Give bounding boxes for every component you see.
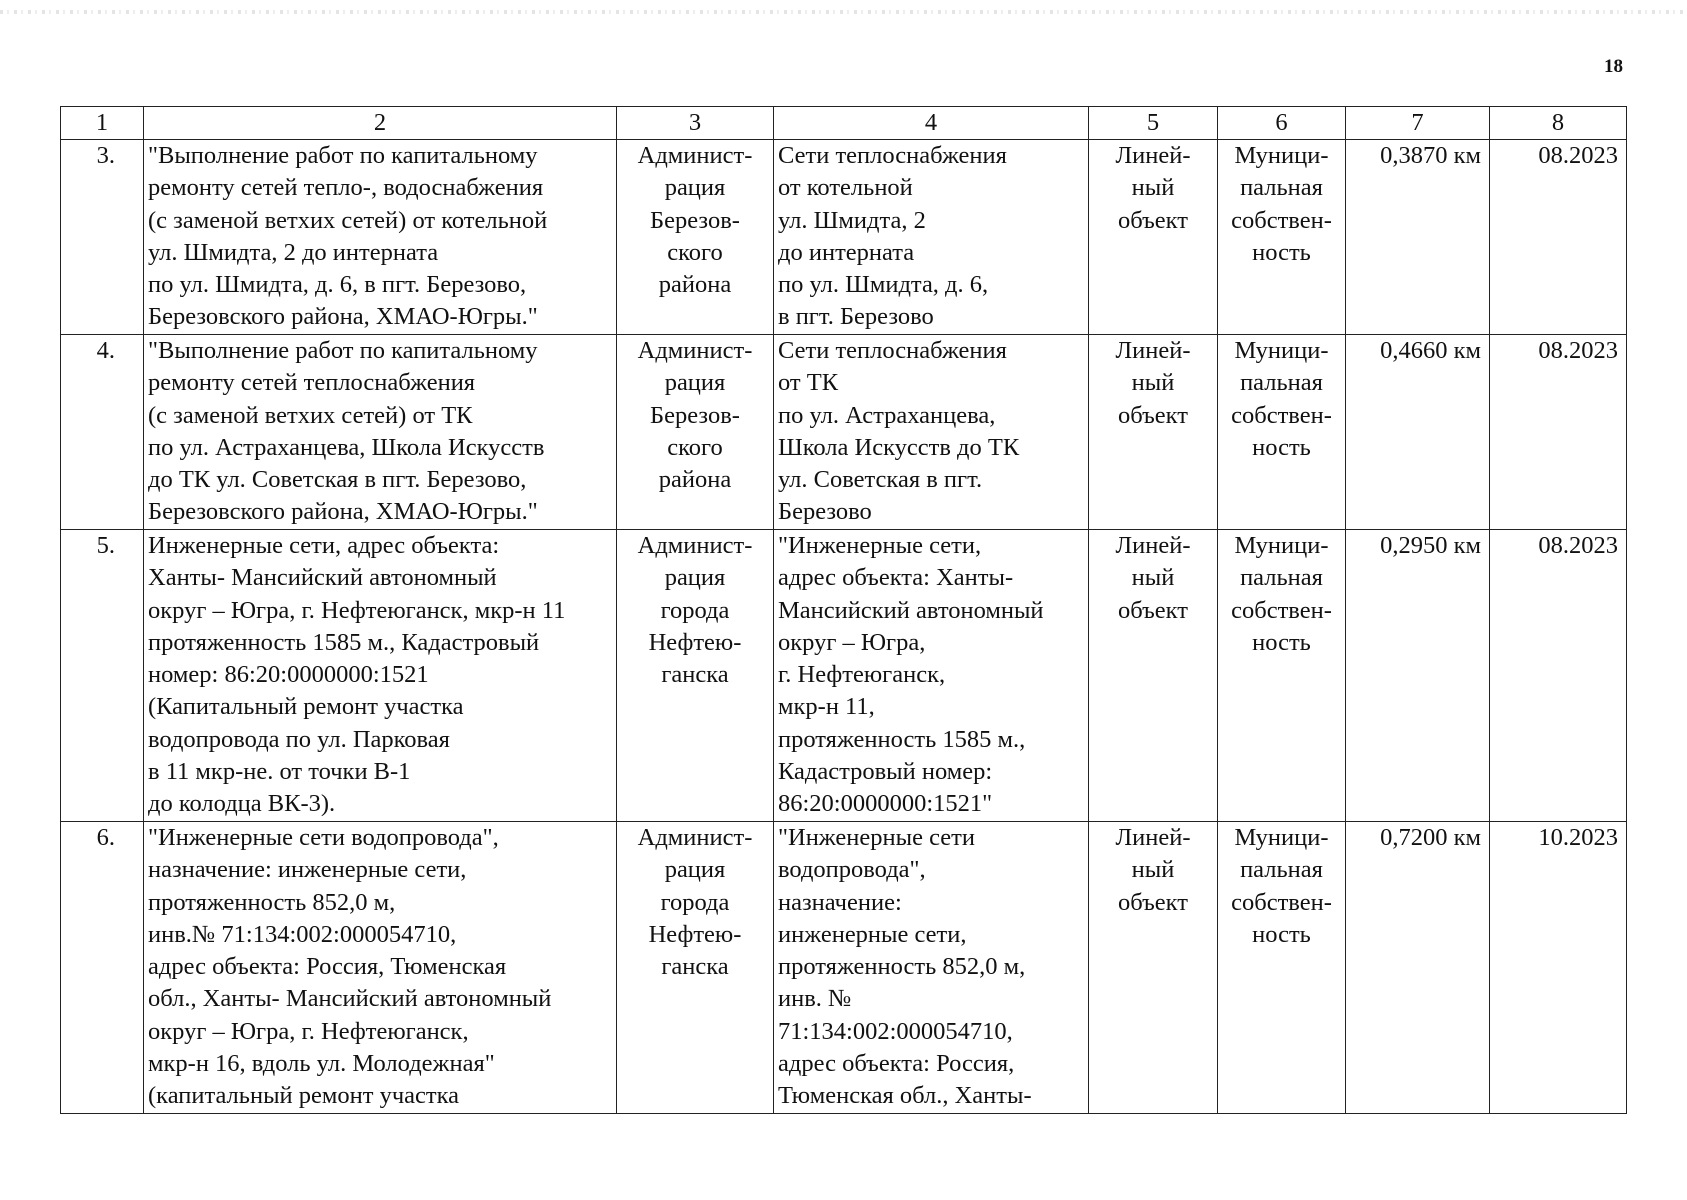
work-title: "Выполнение работ по капитальному ремонту сетей теплоснабжения (с заменой ветхих сетей) от ТК по ул. Астраханцева, Школа Искусств до ТК ул. Советская в пгт. Березово, Березовского района, ХМАО-Югры." bbox=[144, 335, 617, 530]
header-cell: 6 bbox=[1218, 107, 1346, 140]
row-number: 5. bbox=[61, 530, 144, 822]
customer: Админист- рация города Нефтею- ганска bbox=[617, 822, 774, 1114]
header-cell: 7 bbox=[1346, 107, 1490, 140]
header-cell: 3 bbox=[617, 107, 774, 140]
table-row bbox=[61, 530, 1627, 822]
object-type: Линей- ный объект bbox=[1089, 335, 1218, 530]
completion-date: 10.2023 bbox=[1490, 822, 1627, 1114]
work-title: "Выполнение работ по капитальному ремонту сетей тепло-, водоснабжения (с заменой ветхих сетей) от котельной ул. Шмидта, 2 до интерната по ул. Шмидта, д. 6, в пгт. Березово, Березовского района, ХМАО-Югры." bbox=[144, 140, 617, 335]
table-row bbox=[61, 822, 1627, 1114]
customer: Админист- рация города Нефтею- ганска bbox=[617, 530, 774, 822]
customer: Админист- рация Березов- ского района bbox=[617, 140, 774, 335]
row-number: 3. bbox=[61, 140, 144, 335]
header-cell: 4 bbox=[774, 107, 1089, 140]
header-cell: 1 bbox=[61, 107, 144, 140]
scan-edge-noise bbox=[0, 10, 1687, 14]
page-number: 18 bbox=[1604, 56, 1623, 77]
work-title: Инженерные сети, адрес объекта: Ханты- Мансийский автономный округ – Югра, г. Нефтеюганск, мкр-н 11 протяженность 1585 м., Кадастровый номер: 86:20:0000000:1521 (Капитальный ремонт участка водопровода по ул. Парковая в 11 мкр-не. от точки В-1 до колодца ВК-3). bbox=[144, 530, 617, 822]
length: 0,7200 км bbox=[1346, 822, 1490, 1114]
object-name: "Инженерные сети, адрес объекта: Ханты- Мансийский автономный округ – Югра, г. Нефтеюганск, мкр-н 11, протяженность 1585 м., Кадастровый номер: 86:20:0000000:1521" bbox=[774, 530, 1089, 822]
object-type: Линей- ный объект bbox=[1089, 530, 1218, 822]
table-row bbox=[61, 140, 1627, 335]
object-name: Сети теплоснабжения от котельной ул. Шмидта, 2 до интерната по ул. Шмидта, д. 6, в пгт. Березово bbox=[774, 140, 1089, 335]
ownership: Муници- пальная собствен- ность bbox=[1218, 822, 1346, 1114]
completion-date: 08.2023 bbox=[1490, 335, 1627, 530]
object-type: Линей- ный объект bbox=[1089, 140, 1218, 335]
length: 0,4660 км bbox=[1346, 335, 1490, 530]
ownership: Муници- пальная собствен- ность bbox=[1218, 530, 1346, 822]
length: 0,2950 км bbox=[1346, 530, 1490, 822]
table-row bbox=[61, 335, 1627, 530]
row-number: 4. bbox=[61, 335, 144, 530]
header-cell: 5 bbox=[1089, 107, 1218, 140]
header-cell: 8 bbox=[1490, 107, 1627, 140]
row-number: 6. bbox=[61, 822, 144, 1114]
ownership: Муници- пальная собствен- ность bbox=[1218, 335, 1346, 530]
object-name: Сети теплоснабжения от ТК по ул. Астраханцева, Школа Искусств до ТК ул. Советская в пгт. Березово bbox=[774, 335, 1089, 530]
object-type: Линей- ный объект bbox=[1089, 822, 1218, 1114]
table-header-row bbox=[61, 107, 1627, 140]
customer: Админист- рация Березов- ского района bbox=[617, 335, 774, 530]
completion-date: 08.2023 bbox=[1490, 140, 1627, 335]
work-title: "Инженерные сети водопровода", назначение: инженерные сети, протяженность 852,0 м, инв.№ 71:134:002:000054710, адрес объекта: Россия, Тюменская обл., Ханты- Мансийский автономный округ – Югра, г. Нефтеюганск, мкр-н 16, вдоль ул. Молодежная" (капитальный ремонт участка bbox=[144, 822, 617, 1114]
object-name: "Инженерные сети водопровода", назначение: инженерные сети, протяженность 852,0 м, инв. № 71:134:002:000054710, адрес объекта: Россия, Тюменская обл., Ханты- bbox=[774, 822, 1089, 1114]
objects-table bbox=[60, 106, 1627, 1114]
completion-date: 08.2023 bbox=[1490, 530, 1627, 822]
length: 0,3870 км bbox=[1346, 140, 1490, 335]
ownership: Муници- пальная собствен- ность bbox=[1218, 140, 1346, 335]
header-cell: 2 bbox=[144, 107, 617, 140]
